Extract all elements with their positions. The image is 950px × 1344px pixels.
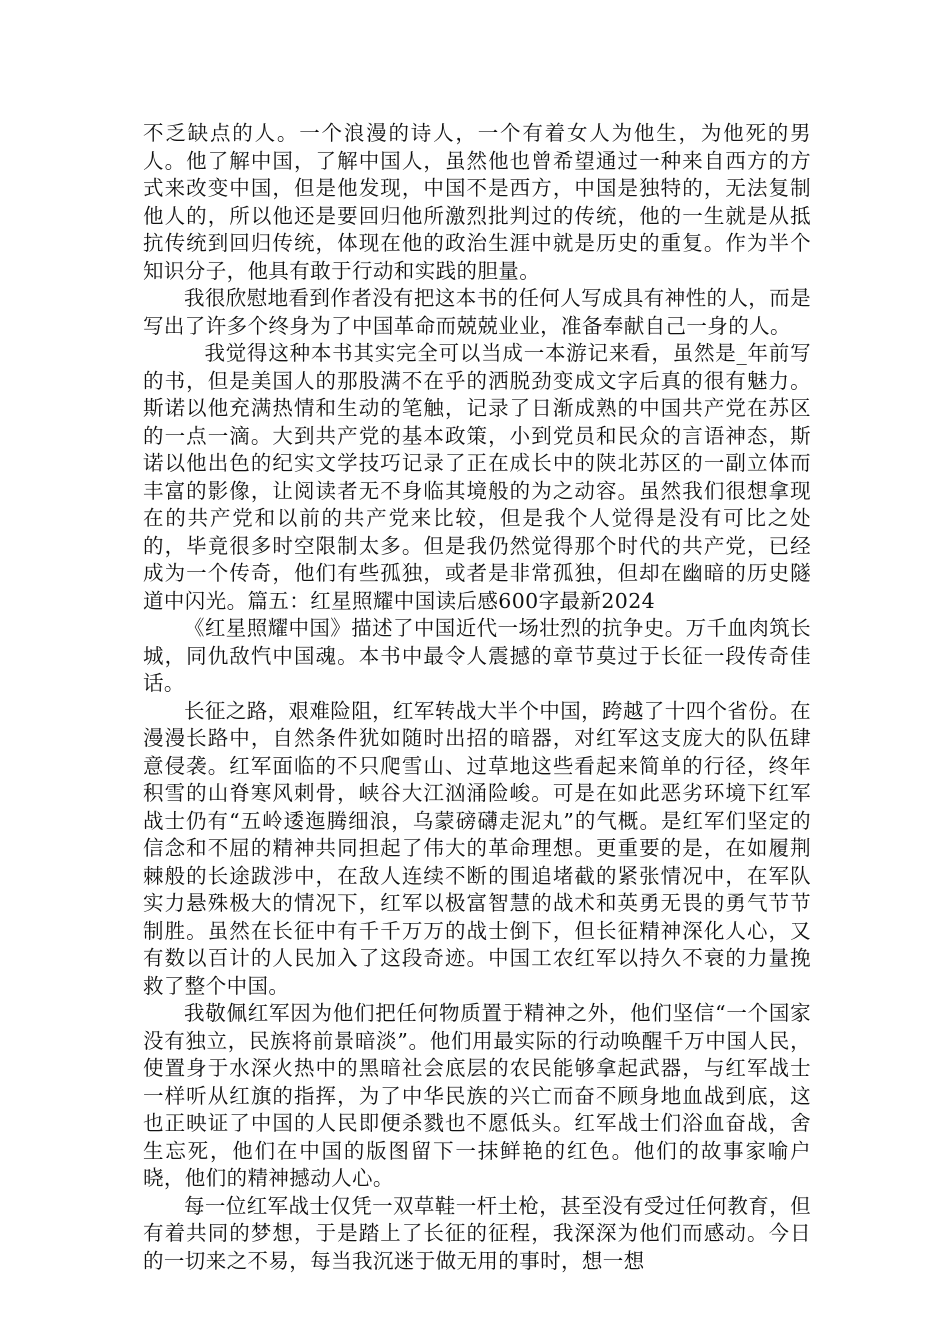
paragraph-1: 不乏缺点的人。一个浪漫的诗人，一个有着女人为他生，为他死的男人。他了解中国，了解中国人，虽然他也曾希望通过一种来自西方的方式来改变中国，但是他发现，中国不是西方，中国是独特的，无法复制他人的，所以他还是要回归他所激烈批判过的传统，他的一生就是从抵抗传统到回归传统，体现在他的政治生涯中就是历史的重复。作为半个知识分子，他具有敢于行动和实践的胆量。 [143, 121, 811, 283]
paragraph-5: 长征之路，艰难险阻，红军转战大半个中国，跨越了十四个省份。在漫漫长路中，自然条件犹如随时出招的暗器，对红军这支庞大的队伍肆意侵袭。红军面临的不只爬雪山、过草地这些看起来简单的行径，终年积雪的山脊寒风刺骨，峡谷大江汹涌险峻。可是在如此恶劣环境下红军战士仍有“五岭逶迤腾细浪，乌蒙磅礴走泥丸”的气概。是红军们坚定的信念和不屈的精神共同担起了伟大的革命理想。更重要的是，在如履荆棘般的长途跋涉中，在敌人连续不断的围追堵截的紧张情况中，在军队实力悬殊极大的情况下，红军以极富智慧的战术和英勇无畏的勇气节节制胜。虽然在长征中有千千万万的战士倒下，但长征精神深化人心，又有数以百计的人民加入了这段奇迹。中国工农红军以持久不衰的力量挽救了整个中国。 [143, 698, 811, 998]
paragraph-2: 我很欣慰地看到作者没有把这本书的任何人写成具有神性的人，而是写出了许多个终身为了中国革命而兢兢业业，准备奉献自己一身的人。 [143, 286, 811, 338]
document-body [143, 120, 811, 1275]
paragraph-3: 我觉得这种本书其实完全可以当成一本游记来看，虽然是_年前写的书，但是美国人的那股满不在乎的洒脱劲变成文字后真的很有魅力。斯诺以他充满热情和生动的笔触，记录了日渐成熟的中国共产党在苏区的一点一滴。大到共产党的基本政策，小到党员和民众的言语神态，斯诺以他出色的纪实文学技巧记录了正在成长中的陕北苏区的一副立体而丰富的影像，让阅读者无不身临其境般的为之动容。虽然我们很想拿现在的共产党和以前的共产党来比较，但是我个人觉得是没有可比之处的，毕竟很多时空限制太多。但是我仍然觉得那个时代的共产党，已经成为一个传奇，他们有些孤独，或者是非常孤独，但却在幽暗的历史隧道中闪光。篇五：红星照耀中国读后感600字最新2024 [143, 341, 811, 613]
paragraph-6: 我敬佩红军因为他们把任何物质置于精神之外，他们坚信“一个国家没有独立，民族将前景暗淡”。他们用最实际的行动唤醒千万中国人民，使置身于水深火热中的黑暗社会底层的农民能够拿起武器，与红军战士一样听从红旗的指挥，为了中华民族的兴亡而奋不顾身地血战到底，这也正映证了中国的人民即便杀戮也不愿低头。红军战士们浴血奋战，舍生忘死，他们在中国的版图留下一抹鲜艳的红色。他们的故事家喻户晓，他们的精神撼动人心。 [143, 1001, 811, 1190]
paragraph-4: 《红星照耀中国》描述了中国近代一场壮烈的抗争史。万千血肉筑长城，同仇敌忾中国魂。本书中最令人震撼的章节莫过于长征一段传奇佳话。 [143, 616, 811, 695]
paragraph-7: 每一位红军战士仅凭一双草鞋一杆土枪，甚至没有受过任何教育，但有着共同的梦想，于是踏上了长征的征程，我深深为他们而感动。今日的一切来之不易，每当我沉迷于做无用的事时，想一想 [143, 1193, 811, 1273]
